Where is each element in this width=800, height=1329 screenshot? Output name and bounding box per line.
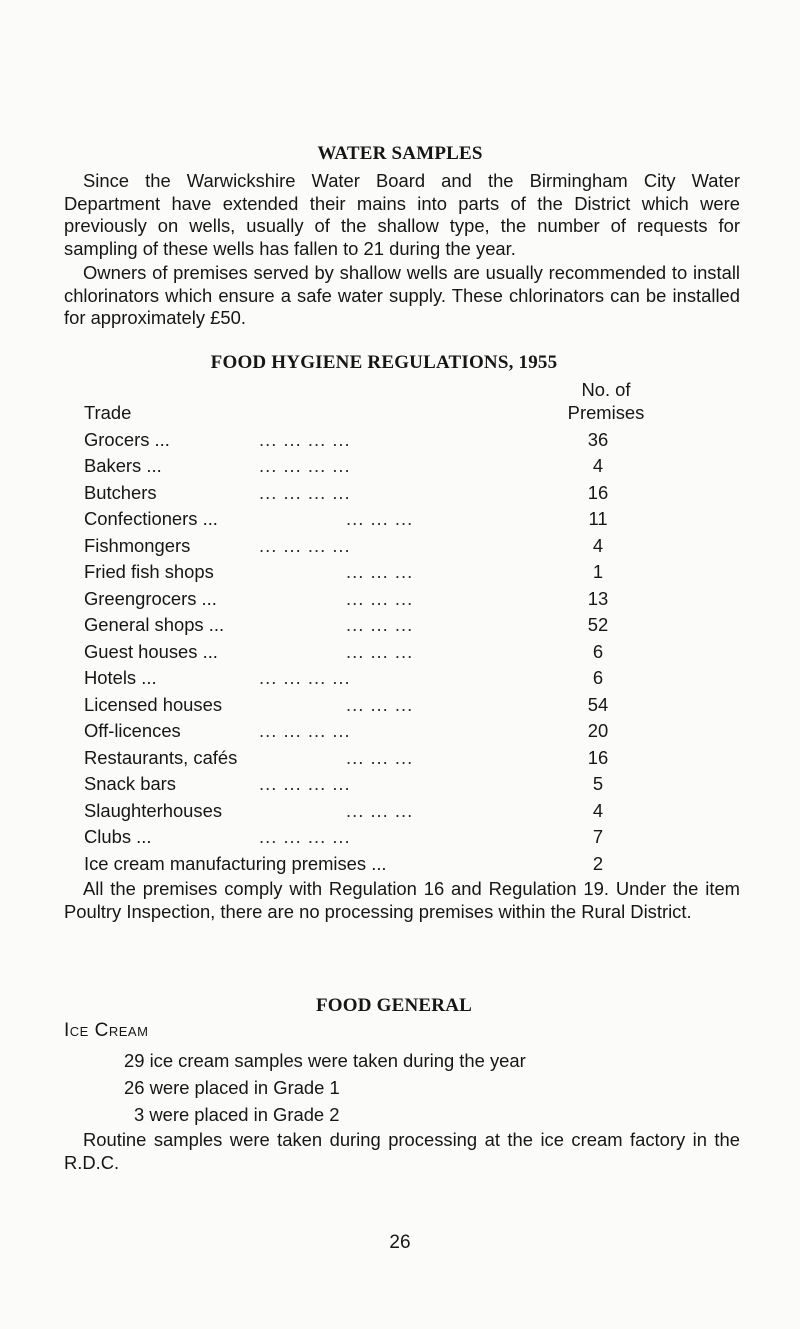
trade-name: Licensed houses bbox=[84, 694, 223, 715]
premises-count: 36 bbox=[587, 429, 609, 450]
water-paragraph-2: Owners of premises served by shallow wells are usually recommended to install chlorinators which ensure a safe water supply. These chlorinators can be installed for approximately £50. bbox=[64, 262, 740, 328]
table-row bbox=[84, 826, 628, 852]
trade-name: Off-licences bbox=[84, 720, 181, 741]
water-samples-heading: WATER SAMPLES bbox=[317, 143, 483, 164]
premises-count: 20 bbox=[587, 720, 609, 741]
ice-cream-line-2: 26 were placed in Grade 1 bbox=[124, 1077, 340, 1098]
trade-name: Ice cream manufacturing premises ... bbox=[84, 853, 387, 874]
food-hygiene-heading: FOOD HYGIENE REGULATIONS, 1955 bbox=[210, 352, 558, 373]
food-general-heading: FOOD GENERAL bbox=[316, 995, 472, 1016]
leader-dots: ... ... ... ... bbox=[259, 535, 351, 556]
table-row bbox=[84, 455, 628, 481]
water-paragraph-1: Since the Warwickshire Water Board and the Birmingham City Water Department have extended their mains into parts of the District which were previously on wells, usually of the shallow type, the number of requests for sampling of these wells has fallen to 21 during the year. bbox=[64, 170, 740, 259]
table-row bbox=[84, 720, 628, 746]
leader-dots: ... ... ... ... bbox=[259, 667, 351, 688]
leader-dots: ... ... ... bbox=[346, 800, 414, 821]
column-header-count-line1: No. of bbox=[581, 379, 631, 400]
table-row bbox=[84, 614, 628, 640]
trade-name: Grocers ... bbox=[84, 429, 170, 450]
leader-dots: ... ... ... ... bbox=[259, 429, 351, 450]
table-row bbox=[84, 800, 628, 826]
leader-dots: ... ... ... bbox=[346, 694, 414, 715]
table-row bbox=[84, 667, 628, 693]
leader-dots: ... ... ... bbox=[346, 614, 414, 635]
table-row bbox=[84, 561, 628, 587]
premises-count: 16 bbox=[587, 747, 609, 768]
column-header-trade: Trade bbox=[84, 402, 132, 423]
leader-dots: ... ... ... ... bbox=[259, 773, 351, 794]
leader-dots: ... ... ... bbox=[346, 561, 414, 582]
regulation-note: All the premises comply with Regulation 16 and Regulation 19. Under the item Poultry Inspection, there are no processing premises within the Rural District. bbox=[64, 878, 740, 922]
premises-count: 52 bbox=[587, 614, 609, 635]
table-row bbox=[84, 747, 628, 773]
trade-name: Confectioners ... bbox=[84, 508, 218, 529]
leader-dots: ... ... ... ... bbox=[259, 720, 351, 741]
table-row bbox=[84, 694, 628, 720]
premises-count: 6 bbox=[592, 641, 604, 662]
trade-name: Slaughterhouses bbox=[84, 800, 223, 821]
table-row bbox=[84, 482, 628, 508]
premises-count: 2 bbox=[592, 853, 604, 874]
column-header-count-line2: Premises bbox=[567, 401, 645, 423]
page-number: 26 bbox=[389, 1232, 411, 1253]
trade-name: Clubs ... bbox=[84, 826, 152, 847]
table-row bbox=[84, 429, 628, 455]
premises-count: 54 bbox=[587, 694, 609, 715]
table-row bbox=[84, 641, 628, 667]
table-row bbox=[84, 535, 628, 561]
premises-count: 6 bbox=[592, 667, 604, 688]
routine-samples-paragraph: Routine samples were taken during processing at the ice cream factory in the R.D.C. bbox=[64, 1129, 740, 1173]
premises-count: 1 bbox=[592, 561, 604, 582]
trade-name: Butchers bbox=[84, 482, 157, 503]
trade-name: Hotels ... bbox=[84, 667, 157, 688]
ice-cream-line-1: 29 ice cream samples were taken during the year bbox=[124, 1050, 526, 1071]
table-row bbox=[84, 853, 628, 879]
trade-name: Bakers ... bbox=[84, 455, 162, 476]
column-header-count bbox=[566, 379, 646, 424]
table-row bbox=[84, 508, 628, 534]
leader-dots: ... ... ... bbox=[346, 508, 414, 529]
leader-dots: ... ... ... bbox=[346, 641, 414, 662]
premises-count: 4 bbox=[592, 535, 604, 556]
trade-name: Fishmongers bbox=[84, 535, 191, 556]
leader-dots: ... ... ... ... bbox=[259, 826, 351, 847]
leader-dots: ... ... ... bbox=[346, 747, 414, 768]
ice-cream-subheading: Ice Cream bbox=[64, 1020, 149, 1041]
trade-name: General shops ... bbox=[84, 614, 225, 635]
trade-name: Fried fish shops bbox=[84, 561, 214, 582]
premises-count: 11 bbox=[588, 508, 608, 529]
trade-name: Restaurants, cafés bbox=[84, 747, 238, 768]
premises-count: 7 bbox=[592, 826, 604, 847]
ice-cream-line-3: 3 were placed in Grade 2 bbox=[134, 1104, 340, 1125]
trade-name: Snack bars bbox=[84, 773, 176, 794]
leader-dots: ... ... ... bbox=[346, 588, 414, 609]
table-row bbox=[84, 588, 628, 614]
leader-dots: ... ... ... ... bbox=[259, 455, 351, 476]
trade-name: Greengrocers ... bbox=[84, 588, 217, 609]
leader-dots: ... ... ... ... bbox=[259, 482, 351, 503]
premises-count: 4 bbox=[592, 455, 604, 476]
table-row bbox=[84, 773, 628, 799]
trade-name: Guest houses ... bbox=[84, 641, 218, 662]
premises-count: 5 bbox=[592, 773, 604, 794]
premises-count: 16 bbox=[587, 482, 609, 503]
premises-count: 13 bbox=[587, 588, 609, 609]
premises-count: 4 bbox=[592, 800, 604, 821]
